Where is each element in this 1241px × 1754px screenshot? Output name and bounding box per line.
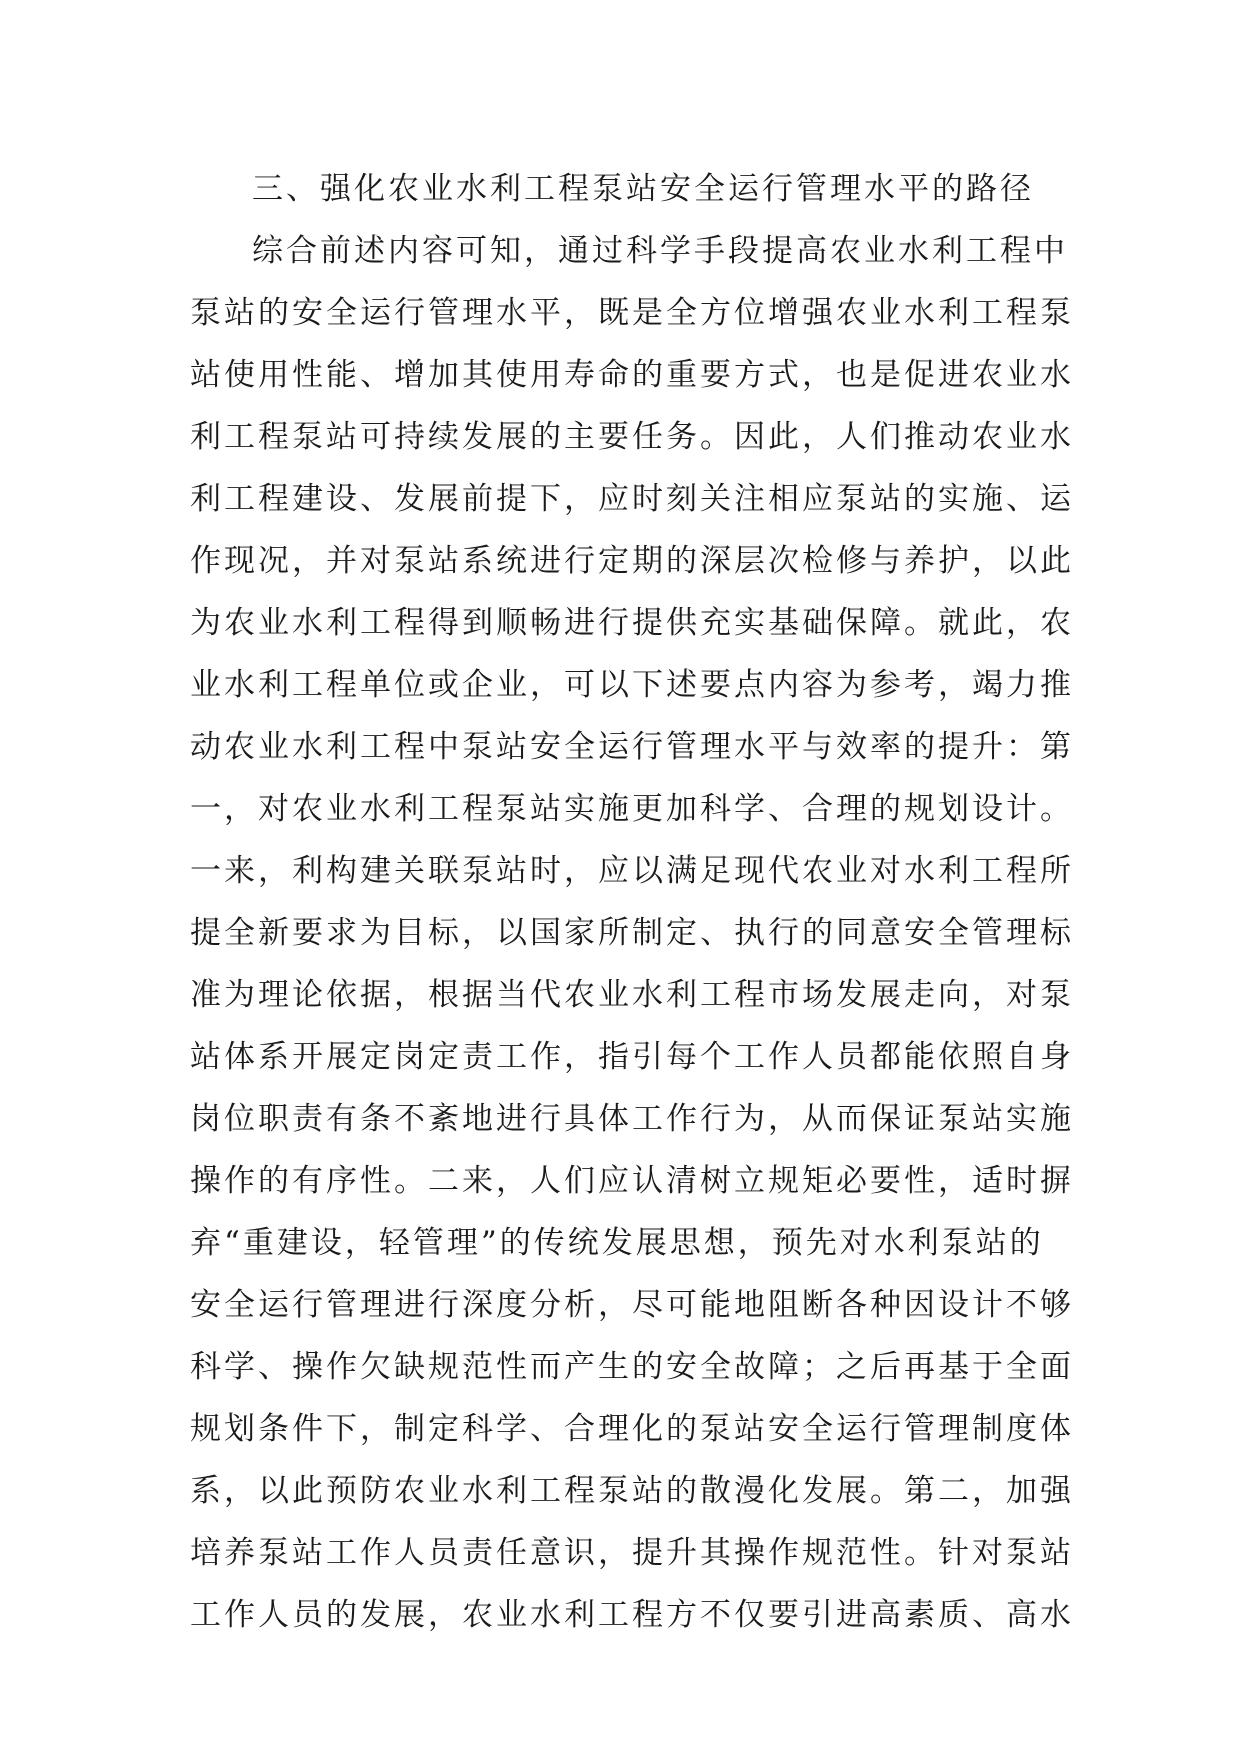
text-line: 作现况，并对泵站系统进行定期的深层次检修与养护，以此 [190, 543, 1074, 579]
text-line: 利工程建设、发展前提下，应时刻关注相应泵站的实施、运 [190, 481, 1074, 517]
text-line: 安全运行管理进行深度分析，尽可能地阻断各种因设计不够 [190, 1287, 1074, 1323]
text-line: 综合前述内容可知，通过科学手段提高农业水利工程中 [252, 233, 1068, 269]
text-line: 规划条件下，制定科学、合理化的泵站安全运行管理制度体 [190, 1411, 1074, 1447]
text-line: 一，对农业水利工程泵站实施更加科学、合理的规划设计。 [190, 791, 1074, 827]
text-line: 工作人员的发展，农业水利工程方不仅要引进高素质、高水 [190, 1597, 1074, 1633]
text-line: 业水利工程单位或企业，可以下述要点内容为参考，竭力推 [190, 667, 1074, 703]
text-line: 科学、操作欠缺规范性而产生的安全故障；之后再基于全面 [190, 1349, 1074, 1385]
text-line: 提全新要求为目标，以国家所制定、执行的同意安全管理标 [190, 915, 1074, 951]
text-line: 动农业水利工程中泵站安全运行管理水平与效率的提升：第 [190, 729, 1074, 765]
text-line: 弃“重建设，轻管理”的传统发展思想，预先对水利泵站的 [190, 1225, 1044, 1261]
text-line: 一来，利构建关联泵站时，应以满足现代农业对水利工程所 [190, 853, 1074, 889]
text-line: 站使用性能、增加其使用寿命的重要方式，也是促进农业水 [190, 357, 1074, 393]
text-line: 培养泵站工作人员责任意识，提升其操作规范性。针对泵站 [190, 1535, 1074, 1571]
text-line: 操作的有序性。二来，人们应认清树立规矩必要性，适时摒 [190, 1163, 1074, 1199]
text-line: 泵站的安全运行管理水平，既是全方位增强农业水利工程泵 [190, 295, 1074, 331]
text-line: 为农业水利工程得到顺畅进行提供充实基础保障。就此，农 [190, 605, 1074, 641]
body-text [190, 158, 1074, 1646]
text-line: 岗位职责有条不紊地进行具体工作行为，从而保证泵站实施 [190, 1101, 1074, 1137]
text-line: 系，以此预防农业水利工程泵站的散漫化发展。第二，加强 [190, 1473, 1074, 1509]
section-heading: 三、强化农业水利工程泵站安全运行管理水平的路径 [252, 171, 1034, 207]
text-line: 站体系开展定岗定责工作，指引每个工作人员都能依照自身 [190, 1039, 1074, 1075]
text-line: 准为理论依据，根据当代农业水利工程市场发展走向，对泵 [190, 977, 1074, 1013]
text-line: 利工程泵站可持续发展的主要任务。因此，人们推动农业水 [190, 419, 1074, 455]
